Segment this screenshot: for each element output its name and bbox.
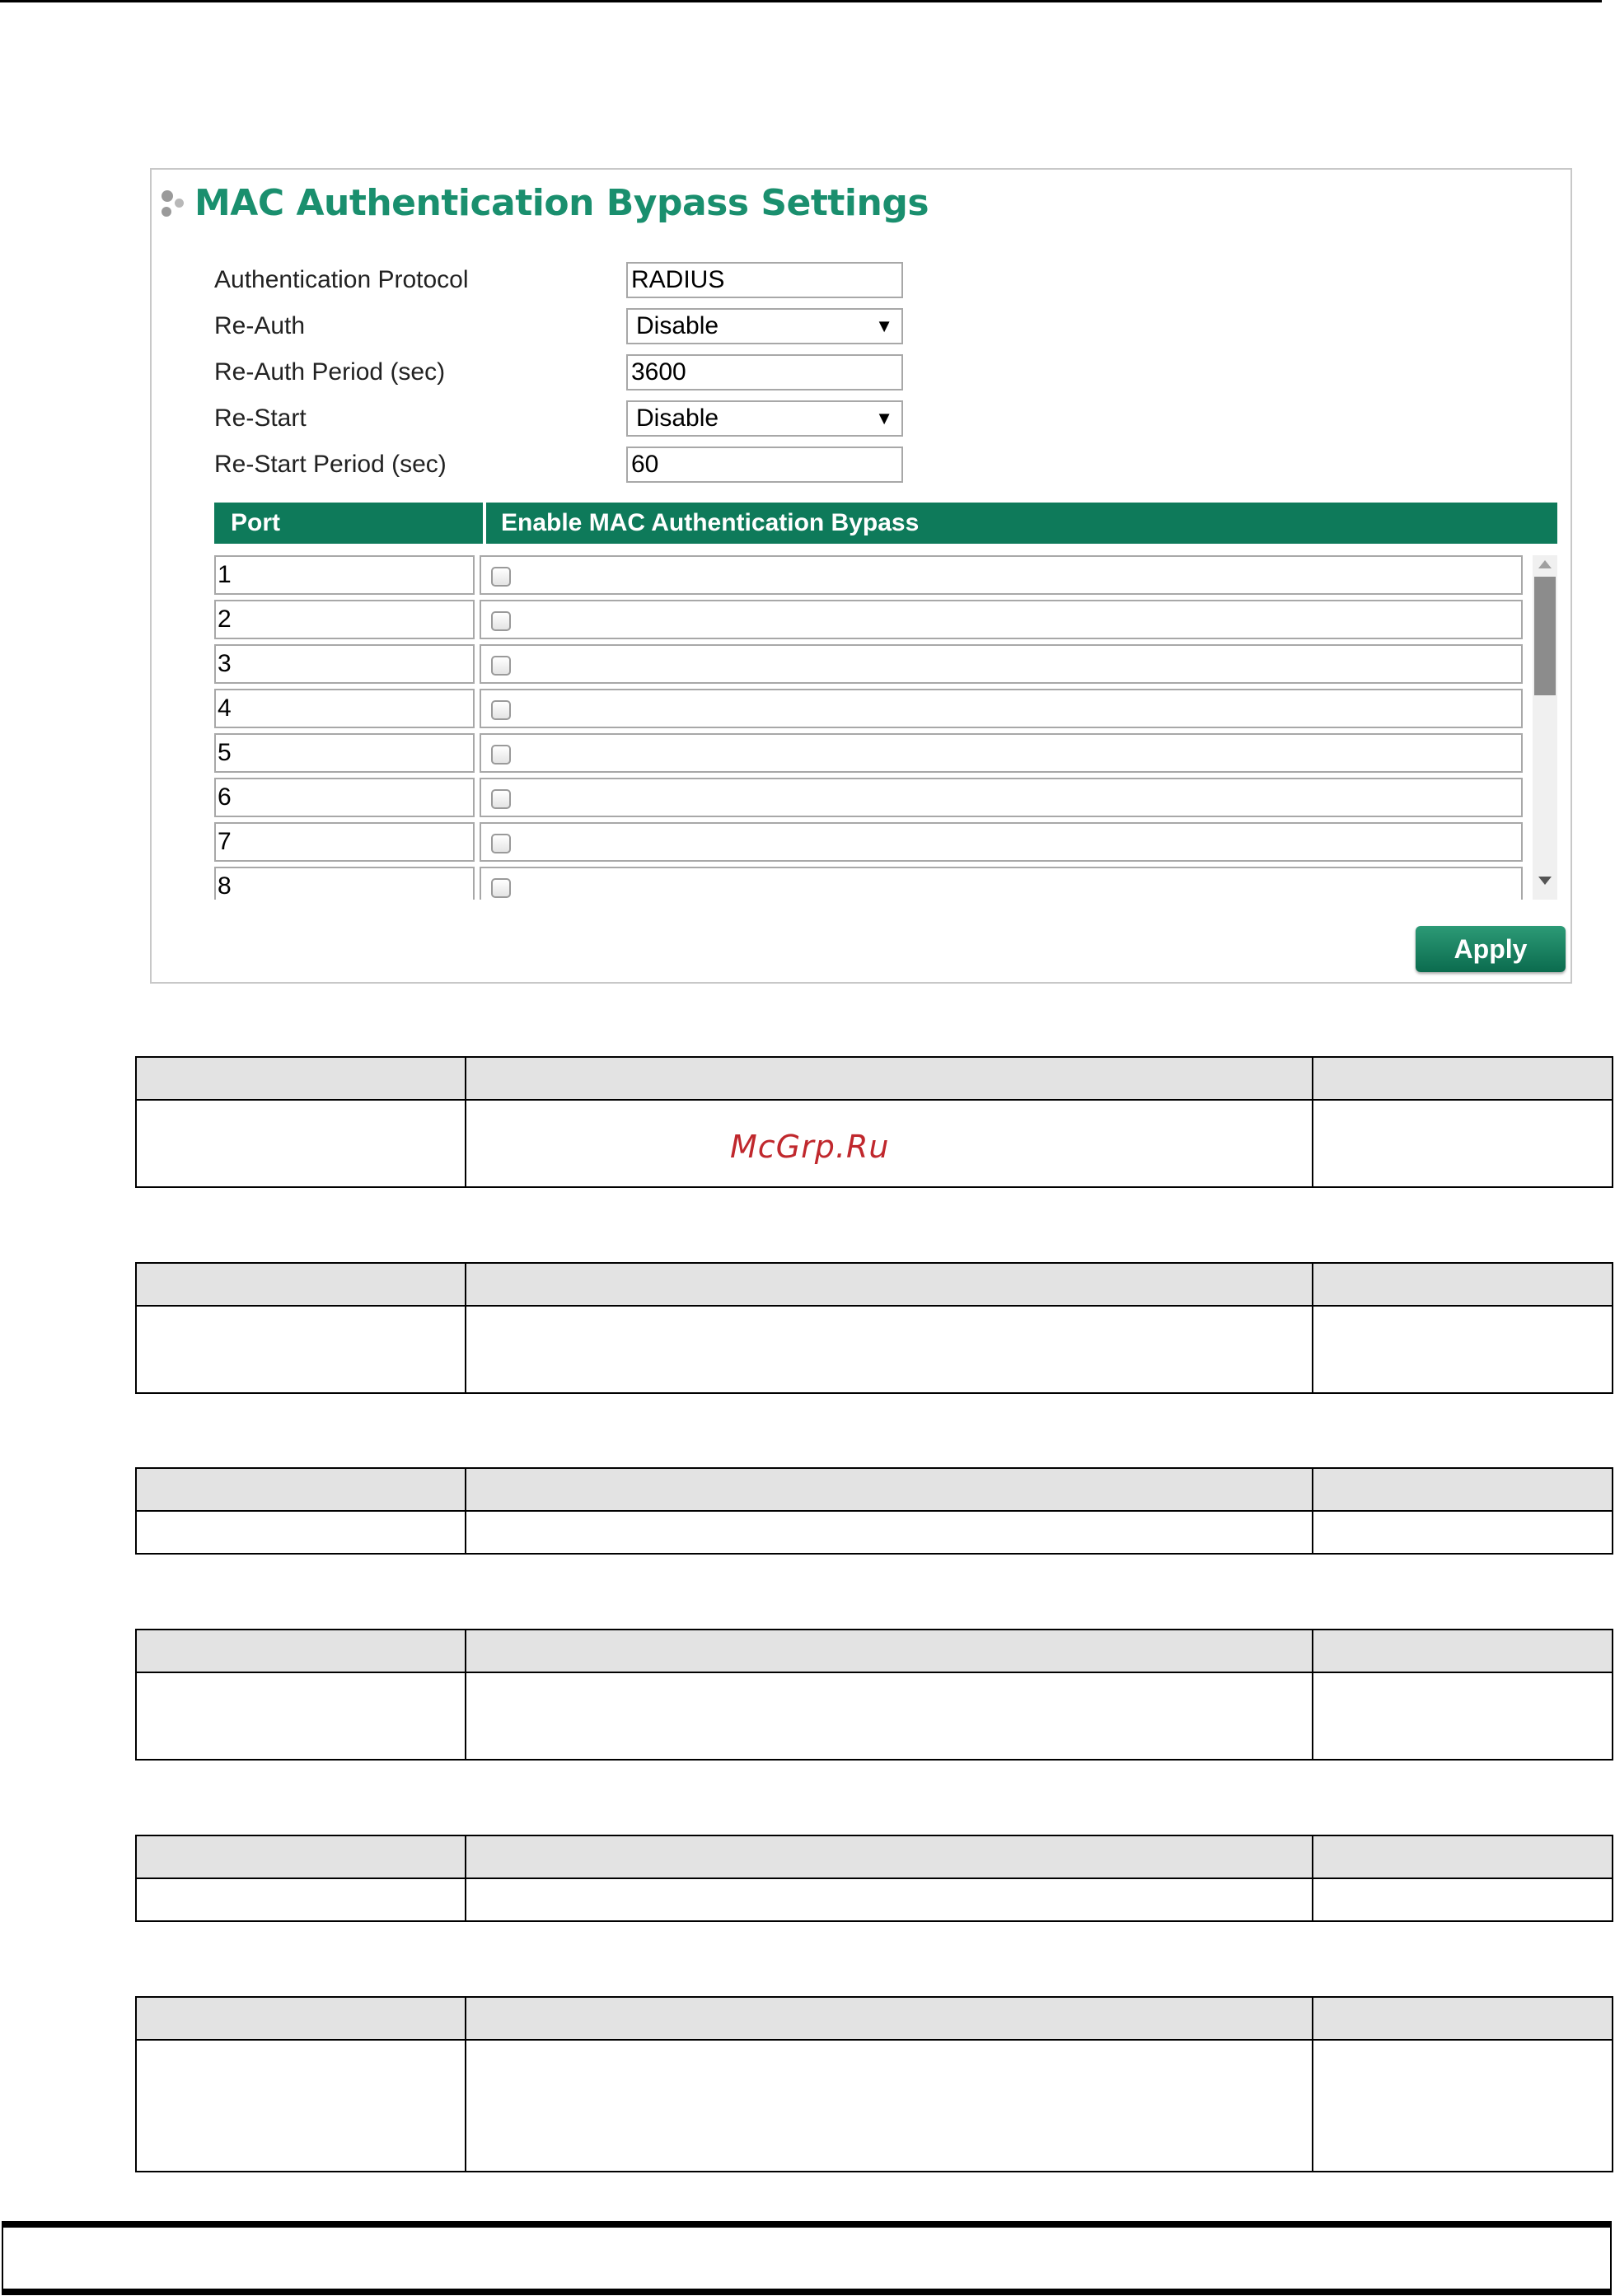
- table-cell: [1313, 1878, 1613, 1921]
- scroll-up-arrow-icon[interactable]: [1538, 560, 1552, 568]
- page-title: MAC Authentication Bypass Settings: [194, 181, 929, 224]
- setting-table-1: [135, 1056, 1613, 1188]
- port-table-header: [214, 503, 1557, 544]
- re-start-period-label: Re-Start Period (sec): [214, 451, 447, 478]
- table-cell: [136, 1100, 466, 1187]
- re-auth-row: [214, 306, 903, 346]
- enable-cell: [480, 733, 1523, 773]
- setting-table-5: [135, 1835, 1613, 1922]
- table-row: [214, 822, 1533, 867]
- table-row: [214, 600, 1533, 644]
- table-cell: [1313, 1100, 1613, 1187]
- vertical-scrollbar[interactable]: [1533, 555, 1557, 900]
- table-header-cell: [1313, 1835, 1613, 1878]
- enable-cell: [480, 644, 1523, 684]
- re-auth-period-label: Re-Auth Period (sec): [214, 358, 446, 386]
- setting-table-4: [135, 1629, 1613, 1761]
- table-header-cell: [136, 1630, 466, 1672]
- caret-down-icon: ▼: [875, 408, 893, 428]
- auth-protocol-field: RADIUS: [626, 262, 903, 298]
- scroll-thumb[interactable]: [1534, 577, 1556, 695]
- table-cell: [466, 1306, 1313, 1393]
- table-header-cell: [466, 1835, 1313, 1878]
- table-cell: [1313, 1306, 1613, 1393]
- table-cell: [136, 1878, 466, 1921]
- table-cell: [136, 1511, 466, 1554]
- enable-checkbox[interactable]: [491, 878, 511, 898]
- table-header-cell: [1313, 1263, 1613, 1306]
- table-header-cell: [136, 1468, 466, 1511]
- table-row: [214, 778, 1533, 822]
- table-cell: [136, 1672, 466, 1760]
- table-cell: [466, 2040, 1313, 2172]
- table-cell: [1313, 1511, 1613, 1554]
- table-row: [214, 689, 1533, 733]
- port-number: 1: [214, 555, 475, 595]
- table-header-cell: [136, 1835, 466, 1878]
- re-start-select-value: Disable: [636, 404, 719, 432]
- table-header-cell: [1313, 1630, 1613, 1672]
- enable-checkbox[interactable]: [491, 745, 511, 765]
- re-auth-period-input[interactable]: 3600: [626, 354, 903, 390]
- apply-button[interactable]: Apply: [1416, 926, 1566, 972]
- port-number: 4: [214, 689, 475, 728]
- re-start-select[interactable]: [626, 400, 903, 437]
- table-cell: [136, 1306, 466, 1393]
- table-cell: [1313, 2040, 1613, 2172]
- enable-checkbox[interactable]: [491, 700, 511, 720]
- re-auth-select[interactable]: [626, 308, 903, 344]
- re-start-period-input[interactable]: 60: [626, 447, 903, 483]
- re-auth-period-row: [214, 353, 903, 392]
- enable-cell: [480, 822, 1523, 862]
- setting-table-3: [135, 1467, 1613, 1555]
- dots-icon: [158, 182, 191, 223]
- port-number: 5: [214, 733, 475, 773]
- table-header-cell: [466, 1263, 1313, 1306]
- enable-checkbox[interactable]: [491, 656, 511, 676]
- enable-checkbox[interactable]: [491, 834, 511, 853]
- re-start-label: Re-Start: [214, 404, 307, 432]
- port-number: 3: [214, 644, 475, 684]
- enable-checkbox[interactable]: [491, 611, 511, 631]
- scroll-down-arrow-icon[interactable]: [1538, 877, 1552, 885]
- setting-table-2: [135, 1262, 1613, 1394]
- mab-settings-panel: [150, 168, 1572, 984]
- enable-cell: [480, 689, 1523, 728]
- table-header-cell: [136, 1997, 466, 2040]
- auth-protocol-row: [214, 260, 903, 300]
- table-row: [214, 555, 1533, 600]
- caret-down-icon: ▼: [875, 316, 893, 336]
- table-header-cell: [1313, 1997, 1613, 2040]
- enable-cell: [480, 600, 1523, 639]
- port-number: 2: [214, 600, 475, 639]
- table-cell: [136, 2040, 466, 2172]
- table-cell: [466, 1672, 1313, 1760]
- port-column-header: Port: [231, 509, 280, 536]
- table-header-cell: [136, 1057, 466, 1100]
- enable-cell: [480, 867, 1523, 900]
- port-number: 8: [214, 867, 475, 900]
- table-row: [214, 733, 1533, 778]
- re-auth-label: Re-Auth: [214, 312, 306, 339]
- panel-header: [158, 173, 929, 232]
- enable-checkbox[interactable]: [491, 567, 511, 587]
- enable-column-header: Enable MAC Authentication Bypass: [501, 509, 920, 536]
- watermark: McGrp.Ru: [730, 1129, 890, 1165]
- table-header-cell: [1313, 1468, 1613, 1511]
- port-list[interactable]: [214, 555, 1557, 900]
- re-auth-select-value: Disable: [636, 312, 719, 339]
- table-cell: [1313, 1672, 1613, 1760]
- table-header-cell: [1313, 1057, 1613, 1100]
- enable-cell: [480, 778, 1523, 817]
- table-row: [214, 644, 1533, 689]
- re-start-row: [214, 399, 903, 438]
- header-separator: [483, 503, 486, 544]
- re-start-period-row: [214, 445, 903, 484]
- table-header-cell: [466, 1630, 1313, 1672]
- table-header-cell: [466, 1997, 1313, 2040]
- table-row: [214, 867, 1533, 900]
- table-header-cell: [136, 1263, 466, 1306]
- top-rule: [0, 0, 1602, 2]
- enable-checkbox[interactable]: [491, 789, 511, 809]
- table-header-cell: [466, 1468, 1313, 1511]
- table-cell: [466, 1511, 1313, 1554]
- enable-cell: [480, 555, 1523, 595]
- table-header-cell: [466, 1057, 1313, 1100]
- port-number: 6: [214, 778, 475, 817]
- setting-table-6: [135, 1996, 1613, 2172]
- table-cell: [466, 1878, 1313, 1921]
- auth-protocol-label: Authentication Protocol: [214, 266, 469, 293]
- port-number: 7: [214, 822, 475, 862]
- page-footer-bar: [2, 2221, 1612, 2295]
